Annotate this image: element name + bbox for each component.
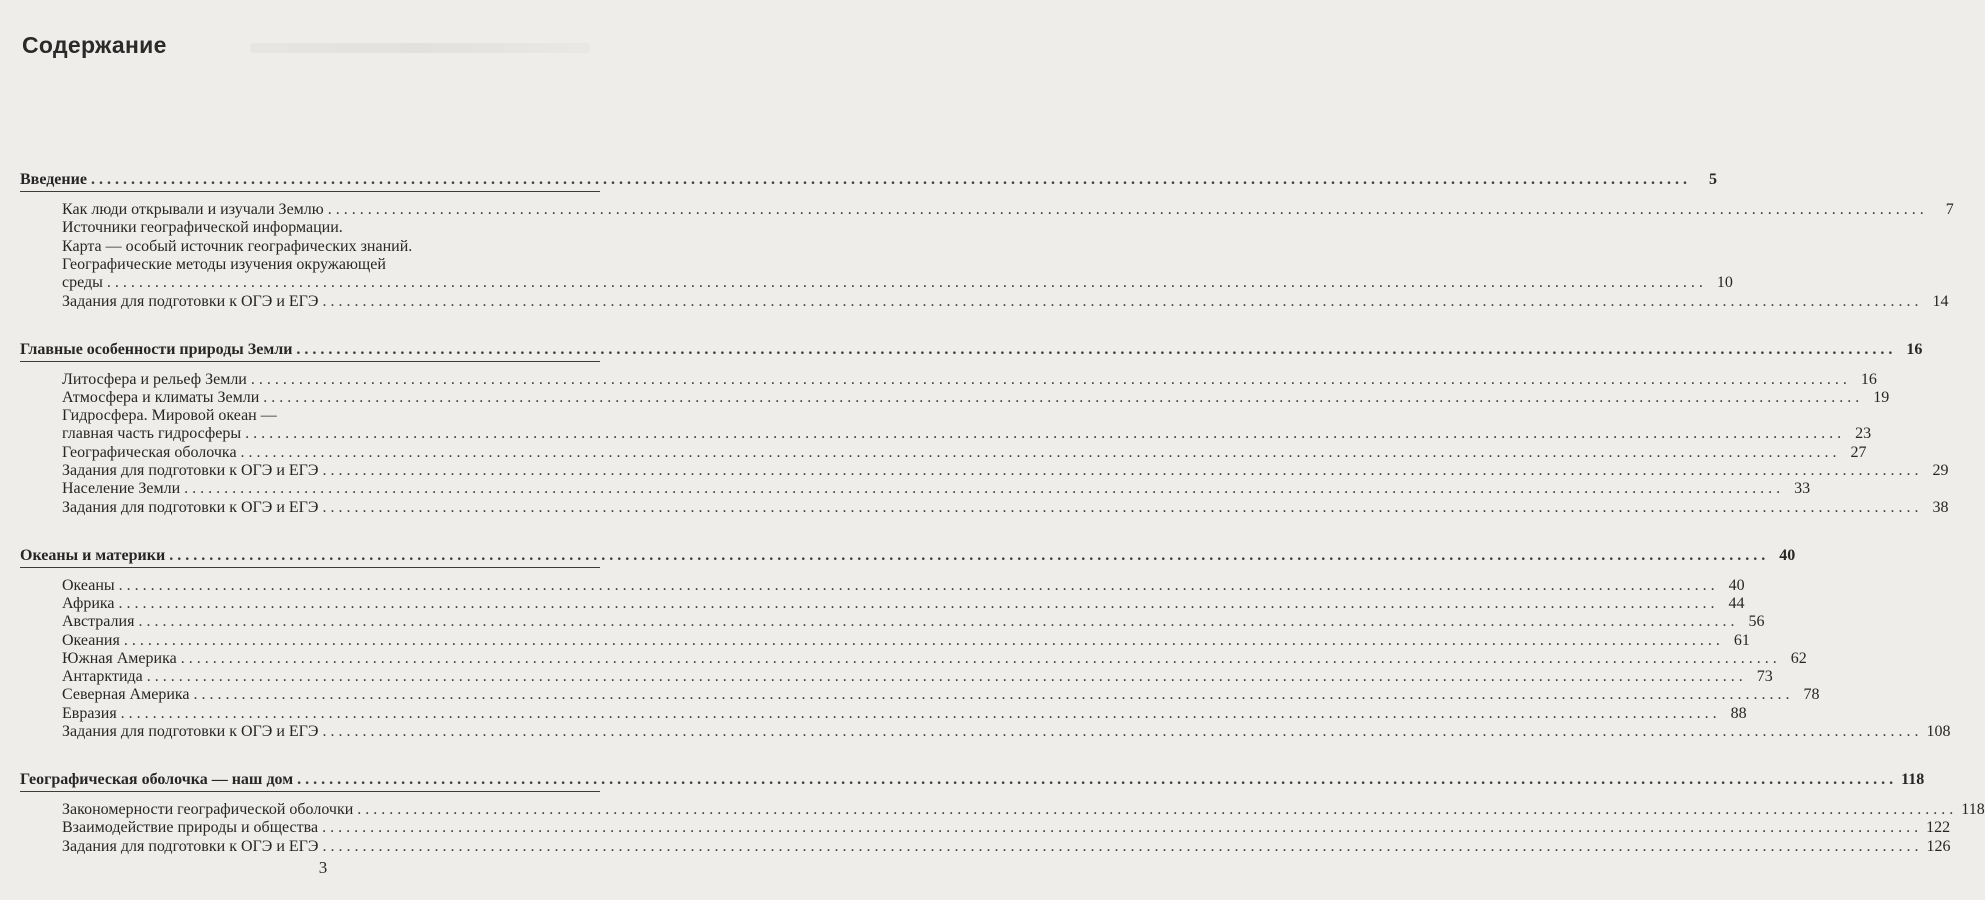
entry-title: Задания для подготовки к ОГЭ и ЕГЭ bbox=[62, 462, 319, 479]
dot-leader: ........................................................................................................................................................................................................ bbox=[118, 576, 1719, 594]
entry-page-number: 16 bbox=[1860, 370, 1877, 388]
toc-entry[interactable] bbox=[62, 462, 1949, 480]
dot-leader: ........................................................................................................................................................................................................ bbox=[327, 201, 1928, 218]
toc-entry[interactable] bbox=[62, 837, 1951, 856]
entry-page-number: 44 bbox=[1728, 594, 1745, 612]
toc-entry[interactable]: Гидросфера. Мировой океан — bbox=[62, 407, 277, 425]
entry-title: Задания для подготовки к ОГЭ и ЕГЭ bbox=[62, 292, 319, 310]
entry-page-number: 14 bbox=[1932, 292, 1949, 310]
entry-title: среды bbox=[62, 274, 103, 292]
entry-page-number: 27 bbox=[1850, 443, 1867, 461]
entry-page-number: 38 bbox=[1932, 498, 1949, 516]
entry-title: Евразия bbox=[62, 704, 117, 722]
entry-title: Океания bbox=[62, 631, 120, 649]
entry-page-number: 10 bbox=[1716, 274, 1733, 292]
entry-title: Северная Америка bbox=[62, 686, 190, 704]
dot-leader: ........................................................................................................................................................................................................ bbox=[322, 837, 1923, 855]
dot-leader: ........................................................................................................................................................................................................ bbox=[90, 171, 1691, 188]
entry-page-number: 118 bbox=[1961, 801, 1985, 818]
entry-title: Антарктида bbox=[62, 668, 143, 686]
toc-entry[interactable] bbox=[62, 723, 1951, 741]
toc-entry[interactable] bbox=[62, 704, 1747, 723]
toc-entry[interactable] bbox=[62, 649, 1807, 668]
entry-title: Южная Америка bbox=[62, 649, 177, 667]
dot-leader: ........................................................................................................................................................................................................ bbox=[263, 388, 1864, 406]
entry-page-number: 29 bbox=[1932, 462, 1949, 479]
toc-section-heading[interactable] bbox=[20, 340, 1923, 359]
entry-page-number: 62 bbox=[1790, 649, 1807, 667]
entry-title: главная часть гидросферы bbox=[62, 425, 242, 443]
toc-entry[interactable] bbox=[62, 292, 1949, 311]
entry-page-number: 126 bbox=[1926, 837, 1951, 855]
entry-page-number: 78 bbox=[1803, 686, 1820, 704]
dot-leader: ........................................................................................................................................................................................................ bbox=[357, 801, 1958, 818]
entry-title: Население Земли bbox=[62, 480, 181, 498]
toc-entry[interactable] bbox=[62, 388, 1890, 407]
entry-title: Задания для подготовки к ОГЭ и ЕГЭ bbox=[62, 837, 319, 855]
entry-page-number: 33 bbox=[1794, 480, 1811, 498]
section-page-number: 5 bbox=[1708, 171, 1717, 188]
dot-leader: ........................................................................................................................................................................................................ bbox=[297, 771, 1898, 788]
dot-leader: ........................................................................................................................................................................................................ bbox=[184, 480, 1785, 498]
toc-section-heading[interactable] bbox=[20, 171, 1717, 189]
section-title: Главные особенности природы Земли bbox=[20, 340, 293, 358]
toc-entry[interactable] bbox=[62, 613, 1765, 631]
entry-title: Как люди открывали и изучали Землю bbox=[62, 201, 324, 218]
section-page-number: 16 bbox=[1906, 340, 1923, 358]
entry-page-number: 23 bbox=[1855, 425, 1872, 443]
section-divider bbox=[20, 791, 600, 792]
entry-title: Литосфера и рельеф Земли bbox=[62, 370, 247, 388]
entry-title: Австралия bbox=[62, 613, 135, 631]
toc-entry[interactable] bbox=[62, 425, 1872, 443]
section-divider bbox=[20, 361, 600, 362]
toc-entry[interactable] bbox=[62, 576, 1745, 595]
dot-leader: ........................................................................................................................................................................................................ bbox=[169, 546, 1770, 564]
dot-leader: ........................................................................................................................................................................................................ bbox=[296, 340, 1897, 358]
toc-entry[interactable] bbox=[62, 480, 1811, 498]
entry-title: Взаимодействие природы и общества bbox=[62, 819, 319, 837]
toc-section-heading[interactable] bbox=[20, 546, 1796, 565]
dot-leader: ........................................................................................................................................................................................................ bbox=[118, 594, 1719, 612]
dot-leader: ........................................................................................................................................................................................................ bbox=[106, 274, 1707, 292]
section-divider bbox=[20, 567, 600, 568]
section-title: Океаны и материки bbox=[20, 546, 166, 564]
entry-page-number: 7 bbox=[1945, 201, 1954, 218]
dot-leader: ........................................................................................................................................................................................................ bbox=[322, 819, 1923, 837]
toc-section-heading[interactable] bbox=[20, 771, 1925, 789]
entry-page-number: 40 bbox=[1728, 576, 1745, 594]
dot-leader: ........................................................................................................................................................................................................ bbox=[138, 613, 1739, 631]
toc-entry[interactable] bbox=[62, 668, 1773, 686]
entry-page-number: 19 bbox=[1873, 388, 1890, 406]
section-page-number: 40 bbox=[1779, 546, 1796, 564]
dot-leader: ........................................................................................................................................................................................................ bbox=[322, 498, 1923, 516]
bleed-through-text bbox=[250, 43, 590, 53]
dot-leader: ........................................................................................................................................................................................................ bbox=[250, 370, 1851, 388]
entry-page-number: 108 bbox=[1926, 723, 1951, 740]
dot-leader: ........................................................................................................................................................................................................ bbox=[123, 631, 1724, 649]
entry-page-number: 73 bbox=[1756, 668, 1773, 686]
toc-entry[interactable] bbox=[62, 819, 1951, 837]
dot-leader: ........................................................................................................................................................................................................ bbox=[322, 723, 1923, 740]
dot-leader: ........................................................................................................................................................................................................ bbox=[193, 686, 1794, 704]
entry-title: Океаны bbox=[62, 576, 115, 594]
entry-title: Географическая оболочка bbox=[62, 443, 237, 461]
entry-title: Закономерности географической оболочки bbox=[62, 801, 354, 818]
toc-entry[interactable] bbox=[62, 594, 1745, 613]
dot-leader: ........................................................................................................................................................................................................ bbox=[245, 425, 1846, 443]
page-number: 3 bbox=[318, 858, 328, 877]
toc-entry[interactable] bbox=[62, 801, 1985, 819]
toc-entry[interactable] bbox=[62, 201, 1954, 219]
entry-title: Атмосфера и климаты Земли bbox=[62, 388, 260, 406]
entry-page-number: 61 bbox=[1733, 631, 1750, 649]
entry-title: Задания для подготовки к ОГЭ и ЕГЭ bbox=[62, 498, 319, 516]
toc-entry[interactable]: Географические методы изучения окружающей bbox=[62, 255, 386, 273]
section-page-number: 118 bbox=[1901, 771, 1925, 788]
toc-entry[interactable] bbox=[62, 443, 1867, 462]
page-title: Содержание bbox=[22, 32, 167, 58]
dot-leader: ........................................................................................................................................................................................................ bbox=[240, 443, 1841, 461]
entry-title: Африка bbox=[62, 594, 115, 612]
entry-page-number: 122 bbox=[1926, 819, 1951, 837]
toc-entry[interactable] bbox=[62, 274, 1733, 292]
toc-entry[interactable] bbox=[62, 498, 1949, 517]
entry-page-number: 88 bbox=[1730, 704, 1747, 722]
section-title: Введение bbox=[20, 171, 87, 188]
toc-entry[interactable]: Источники географической информации. bbox=[62, 219, 343, 237]
dot-leader: ........................................................................................................................................................................................................ bbox=[322, 462, 1923, 479]
dot-leader: ........................................................................................................................................................................................................ bbox=[322, 292, 1923, 310]
entry-page-number: 56 bbox=[1748, 613, 1765, 631]
dot-leader: ........................................................................................................................................................................................................ bbox=[180, 649, 1781, 667]
dot-leader: ........................................................................................................................................................................................................ bbox=[146, 668, 1747, 686]
entry-title: Задания для подготовки к ОГЭ и ЕГЭ bbox=[62, 723, 319, 740]
section-title: Географическая оболочка — наш дом bbox=[20, 771, 294, 788]
toc-entry[interactable]: Карта — особый источник географических знаний. bbox=[62, 237, 413, 255]
section-divider bbox=[20, 191, 600, 192]
toc-entry[interactable] bbox=[62, 370, 1877, 389]
dot-leader: ........................................................................................................................................................................................................ bbox=[120, 704, 1721, 722]
toc-entry[interactable] bbox=[62, 631, 1750, 650]
toc-entry[interactable] bbox=[62, 686, 1820, 704]
